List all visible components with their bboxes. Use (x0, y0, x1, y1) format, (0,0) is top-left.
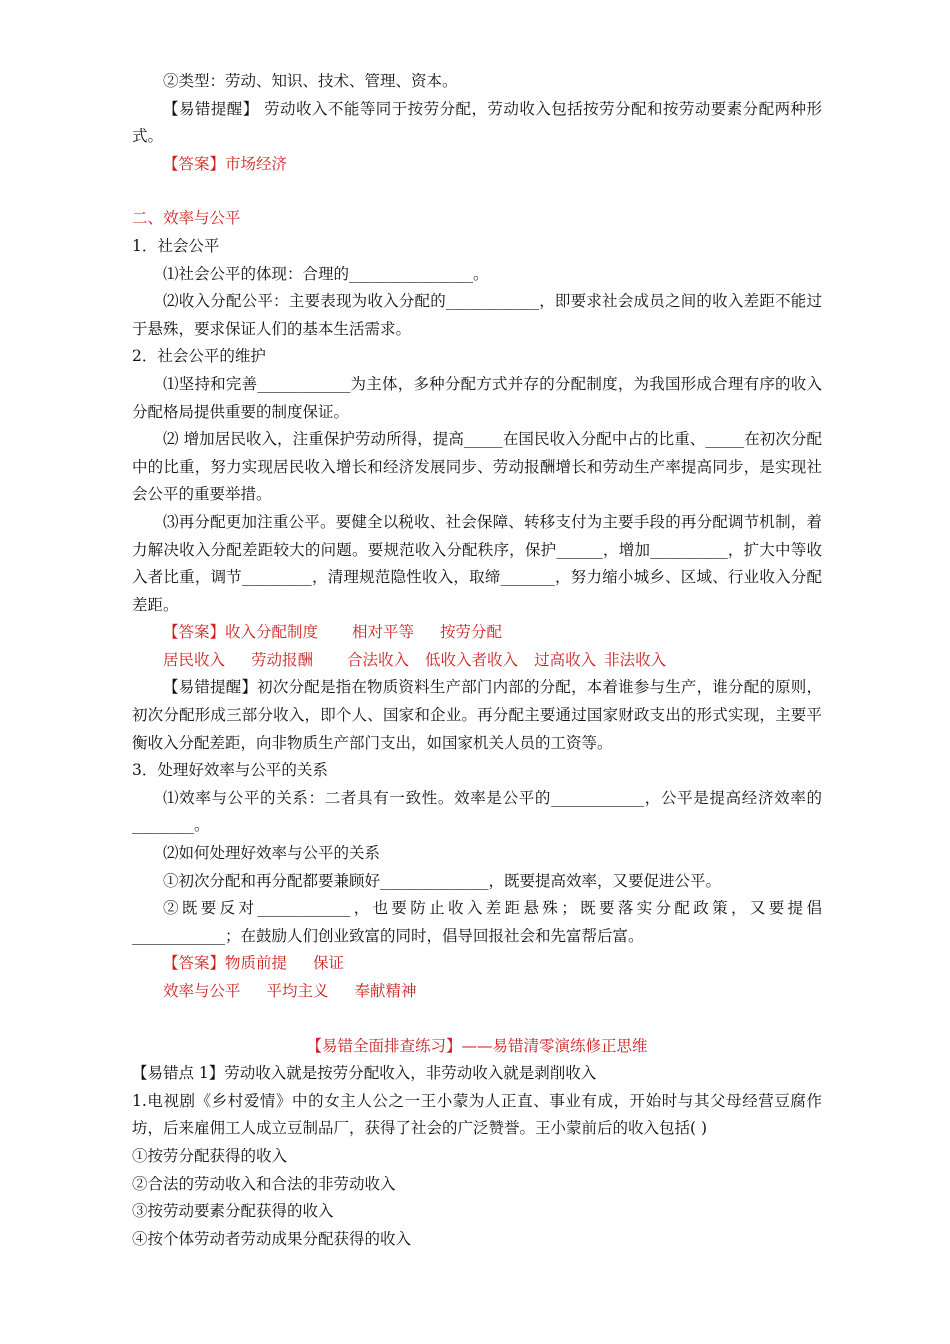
answer-item: 效率与公平 (163, 982, 241, 1000)
question-option-4: ④按个体劳动者劳动成果分配获得的收入 (132, 1229, 412, 1248)
answer-2 (132, 619, 822, 647)
practice-section-title: 【易错全面排查练习】——易错清零演练修正思维 (306, 1036, 648, 1055)
answer-1: 【答案】市场经济 (163, 154, 288, 173)
error-reminder-1: 【易错提醒】 劳动收入不能等同于按劳分配，劳动收入包括按劳分配和按劳动要素分配两种形式。 (132, 99, 822, 146)
question-1: 1.电视剧《乡村爱情》中的女主人公之一王小蒙为人正直、事业有成，开始时与其父母经营豆腐作坊，后来雇佣工人成立豆制品厂，获得了社会的广泛赞誉。王小蒙前后的收入包括( ) (132, 1091, 822, 1138)
maintain-item-1: ⑴坚持和完善____________为主体，多种分配方式并存的分配制度，为我国形成合理有序的收入分配格局提供重要的制度保证。 (132, 374, 822, 421)
question-option-3: ③按劳动要素分配获得的收入 (132, 1202, 334, 1221)
answer-item: 居民收入 (163, 650, 226, 669)
income-distribution-fairness: ⑵收入分配公平：主要表现为收入分配的____________，即要求社会成员之间的收入差距不能过于悬殊，要求保证人们的基本生活需求。 (132, 292, 822, 338)
question-option-1: ①按劳分配获得的收入 (132, 1146, 288, 1165)
question-option-2: ②合法的劳动收入和合法的非劳动收入 (132, 1174, 396, 1193)
answer-3-item: 保证 (313, 954, 345, 973)
subheading-maintain-fairness: 2．社会公平的维护 (132, 347, 266, 366)
answer-2-continued (132, 647, 822, 675)
section-heading-efficiency-fairness: 二、效率与公平 (132, 209, 241, 228)
answer-item: 低收入者收入 (425, 650, 519, 669)
relationship-item-1: ⑴效率与公平的关系：二者具有一致性。效率是公平的____________，公平是提高经济效率的________。 (132, 788, 822, 835)
relationship-subitem-1: ①初次分配和再分配都要兼顾好______________，既要提高效率，又要促进公平。 (163, 871, 722, 890)
relationship-subitem-2: ②既要反对____________，也要防止收入差距悬殊；既要落实分配政策，又要提倡____________；在鼓励人们创业致富的同时，倡导回报社会和先富帮后富。 (132, 899, 822, 945)
error-point-1: 【易错点 1】劳动收入就是按劳分配收入，非劳动收入就是剥削收入 (132, 1064, 597, 1083)
answer-3-continued (132, 978, 822, 1006)
answer-item: 过高收入 (534, 650, 597, 669)
answer-3-item: 【答案】物质前提 (163, 954, 288, 973)
type-line: ②类型：劳动、知识、技术、管理、资本。 (163, 72, 458, 90)
answer-2-item: 【答案】收入分配制度 (163, 623, 319, 642)
relationship-item-2: ⑵如何处理好效率与公平的关系 (163, 844, 381, 863)
spacer (132, 178, 822, 205)
maintain-item-3: ⑶再分配更加注重公平。要健全以税收、社会保障、转移支付为主要手段的再分配调节机制，着力解决收入分配差距较大的问题。要规范收入分配秩序，保护______，增加__________，扩大中等收入者比重，调节_________，清理规范隐性收入，取缔_______，努力缩小城乡、区域、行业收入分配差距。 (132, 512, 822, 614)
document-page (132, 68, 822, 1253)
error-reminder-2: 【易错提醒】初次分配是指在物质资料生产部门内部的分配，本着谁参与生产，谁分配的原则，初次分配形成三部分收入，即个人、国家和企业。再分配主要通过国家财政支出的形式实现，主要平衡收入分配差距，向非物质生产部门支出，如国家机关人员的工资等。 (132, 678, 822, 752)
answer-item: 非法收入 (604, 650, 667, 669)
maintain-item-2: ⑵ 增加居民收入，注重保护劳动所得，提高_____在国民收入分配中占的比重、_____在初次分配中的比重，努力实现居民收入增长和经济发展同步、劳动报酬增长和劳动生产率提高同步，是实现社会公平的重要举措。 (132, 430, 822, 504)
subheading-efficiency-relationship: 3．处理好效率与公平的关系 (132, 761, 328, 780)
answer-item: 合法收入 (347, 650, 410, 669)
answer-item: 劳动报酬 (251, 650, 314, 669)
fairness-embodiment: ⑴社会公平的体现：合理的________________。 (163, 264, 489, 283)
subheading-social-fairness: 1．社会公平 (132, 236, 220, 255)
answer-item: 平均主义 (266, 982, 329, 1000)
answer-2-item: 相对平等 (352, 623, 415, 642)
answer-2-item: 按劳分配 (440, 623, 503, 642)
spacer (132, 1006, 822, 1033)
answer-3 (132, 950, 822, 978)
answer-item: 奉献精神 (354, 982, 417, 1000)
